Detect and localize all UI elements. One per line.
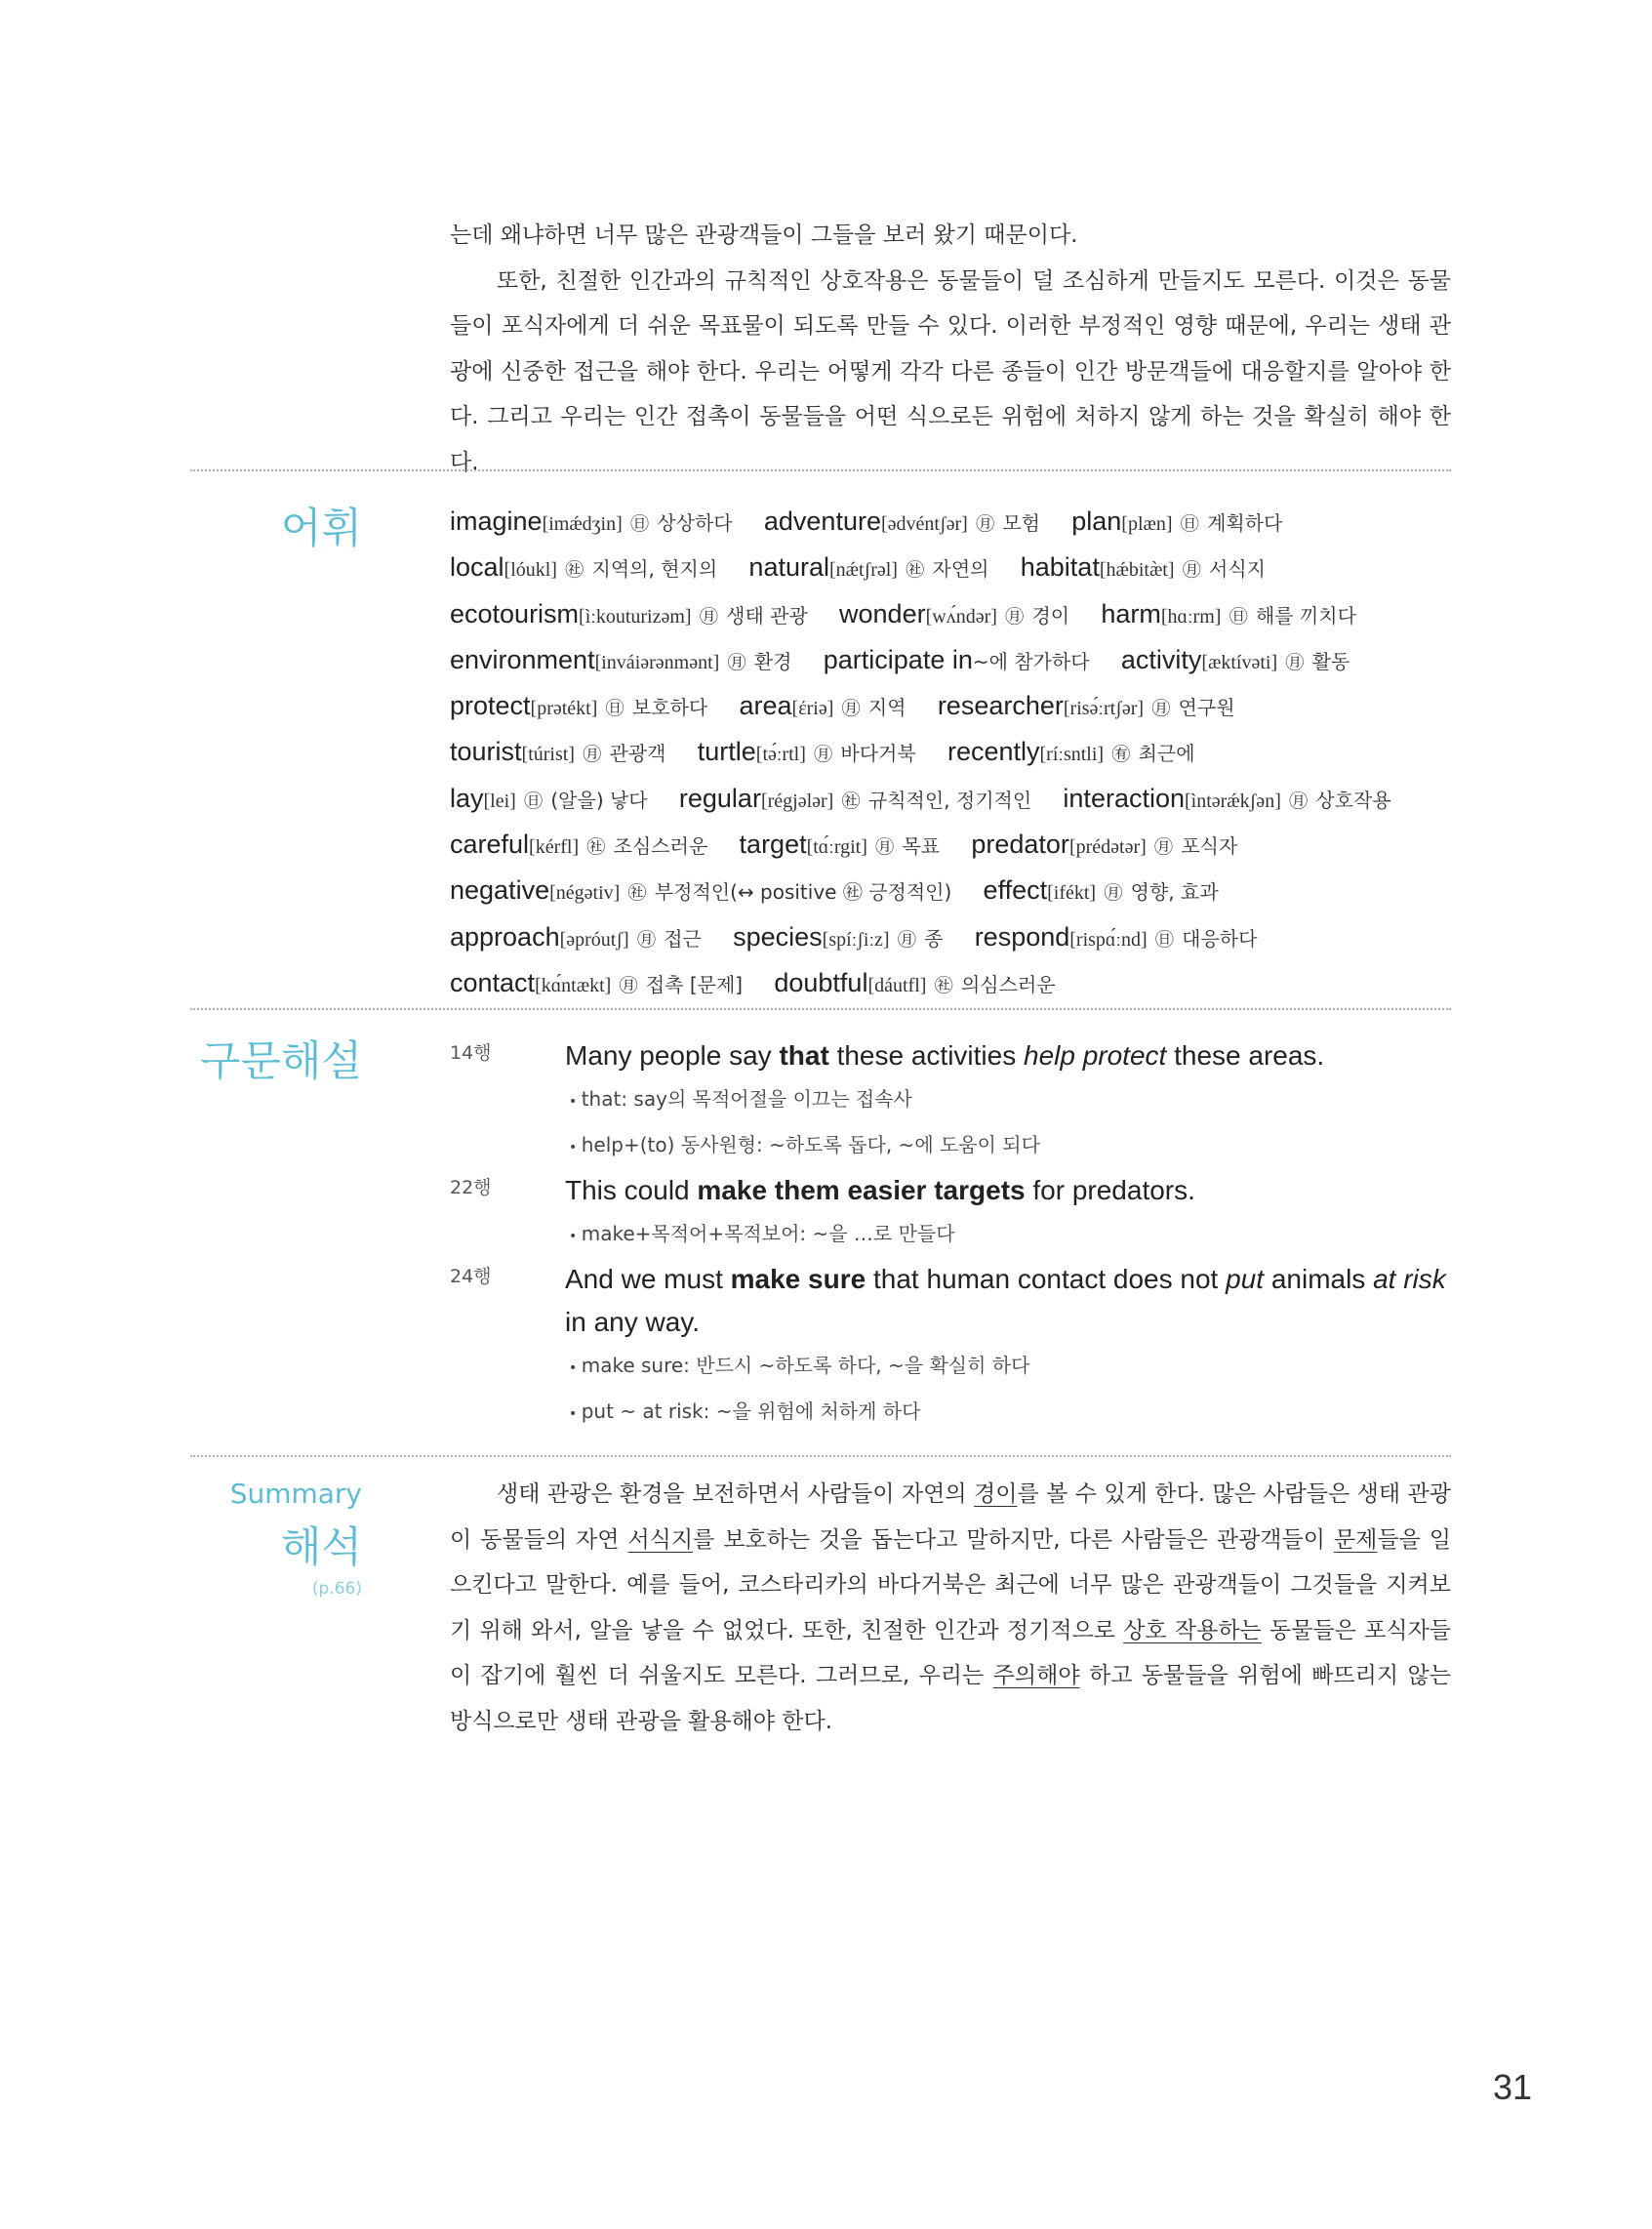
vocab-meaning: 모험 xyxy=(1002,511,1040,535)
vocab-part-of-speech: ㊓ xyxy=(565,559,584,582)
vocab-meaning: 생태 관광 xyxy=(726,603,808,628)
syntax-list xyxy=(450,1034,1455,1436)
vocab-meaning: 연구원 xyxy=(1178,696,1235,720)
summary-text xyxy=(450,1472,1451,1744)
vocab-word: wonder xyxy=(839,598,926,628)
vocab-entry xyxy=(740,692,907,721)
vocab-meaning: 해를 끼치다 xyxy=(1255,603,1356,628)
vocab-entry xyxy=(450,923,702,952)
vocab-part-of-speech: ㊊ xyxy=(1289,790,1309,812)
vocab-word: effect xyxy=(983,875,1048,906)
vocab-word: participate in xyxy=(823,644,973,674)
vocab-entry xyxy=(450,876,951,906)
vocab-part-of-speech: ㊊ xyxy=(1151,698,1171,720)
vocab-entry xyxy=(947,738,1195,767)
vocab-pronunciation: [plæn] xyxy=(1121,513,1173,535)
syntax-text: these areas. xyxy=(1166,1040,1325,1071)
vocab-word: recently xyxy=(947,737,1040,767)
vocab-pronunciation: [əpróutʃ] xyxy=(559,928,629,951)
vocab-pronunciation: [kérfl] xyxy=(529,836,580,859)
vocab-entry xyxy=(1071,507,1282,537)
vocab-part-of-speech: ㊊ xyxy=(841,698,861,720)
vocab-part-of-speech: ㊒ xyxy=(1111,744,1131,766)
vocab-pronunciation: [ìntərǽkʃən] xyxy=(1185,790,1281,812)
vocab-word: respond xyxy=(974,921,1070,952)
vocab-part-of-speech: ㊐ xyxy=(1154,928,1174,951)
vocab-word: contact xyxy=(450,967,536,997)
vocab-part-of-speech: ㊊ xyxy=(636,928,656,951)
vocab-pronunciation: [prətékt] xyxy=(530,698,598,720)
vocab-part-of-speech: ㊐ xyxy=(1180,513,1199,535)
vocab-part-of-speech: ㊐ xyxy=(1229,605,1248,628)
vocab-pronunciation: [nǽtʃrəl] xyxy=(828,559,898,582)
syntax-note: • make+목적어+목적보어: ~을 …로 만들다 xyxy=(569,1212,1455,1258)
vocab-pronunciation: [rispɑ́ːnd] xyxy=(1069,928,1148,951)
syntax-line-number: 24행 xyxy=(450,1266,492,1287)
vocab-pronunciation: [æktívəti] xyxy=(1201,651,1278,673)
vocab-pronunciation: [hǽbitæ̀t] xyxy=(1099,559,1175,582)
vocab-meaning: 의심스러운 xyxy=(960,972,1056,996)
vocab-part-of-speech: ㊓ xyxy=(906,559,925,582)
syntax-line-number: 14행 xyxy=(450,1042,492,1064)
vocab-word: predator xyxy=(971,830,1069,860)
vocab-word: negative xyxy=(450,875,550,906)
vocab-part-of-speech: ㊓ xyxy=(934,974,953,996)
syntax-text: Many people say xyxy=(565,1040,780,1071)
vocab-meaning: 지역의, 현지의 xyxy=(591,557,718,582)
syntax-item xyxy=(450,1169,1455,1258)
vocab-word: natural xyxy=(748,552,829,583)
vocab-part-of-speech: ㊊ xyxy=(875,836,895,859)
vocab-pronunciation: [ìːkouturizəm] xyxy=(579,605,692,628)
syntax-item xyxy=(450,1258,1455,1436)
summary-underlined-word: 문제 xyxy=(1333,1526,1378,1553)
vocab-part-of-speech: ㊊ xyxy=(1005,605,1025,628)
vocab-meaning: (알을) 낳다 xyxy=(550,788,648,812)
vocab-part-of-speech: ㊊ xyxy=(1104,882,1123,905)
vocab-part-of-speech: ㊊ xyxy=(619,974,638,996)
vocab-word: turtle xyxy=(697,737,756,767)
vocab-word: ecotourism xyxy=(450,598,580,628)
vocab-meaning: 접촉 [문제] xyxy=(645,972,744,996)
vocab-part-of-speech: ㊊ xyxy=(583,744,602,766)
vocab-entry xyxy=(839,600,1069,629)
vocab-meaning: 경이 xyxy=(1031,603,1070,628)
syntax-bold-phrase: make them easier targets xyxy=(697,1175,1026,1205)
syntax-line-number: 22행 xyxy=(450,1177,492,1198)
vocab-pronunciation: [régjələr] xyxy=(760,790,834,812)
vocab-meaning: 포식자 xyxy=(1181,834,1238,859)
vocab-word: plan xyxy=(1071,507,1122,536)
vocab-part-of-speech: ㊐ xyxy=(524,790,544,812)
vocab-pronunciation: [ifékt] xyxy=(1047,882,1097,905)
summary-title-ko: 해석 xyxy=(280,1523,362,1572)
vocab-entry xyxy=(938,692,1235,721)
vocab-meaning: 영향, 효과 xyxy=(1130,880,1219,905)
vocab-word: lay xyxy=(450,783,484,813)
vocab-entry xyxy=(450,507,733,537)
vocab-word: doubtful xyxy=(774,967,868,997)
vocab-pronunciation: [inváiərənmənt] xyxy=(594,651,720,673)
vocab-pronunciation: [ədvéntʃər] xyxy=(880,513,968,535)
vocab-pronunciation: [wʌ́ndər] xyxy=(925,605,997,628)
vocab-pronunciation: [túrist] xyxy=(521,744,575,766)
vocab-entry xyxy=(450,969,743,998)
vocab-pronunciation: [tɑ́ːrgit] xyxy=(806,836,867,859)
vocab-entry xyxy=(450,692,707,721)
vocab-pronunciation: [lei] xyxy=(483,790,516,812)
summary-underlined-word: 서식지 xyxy=(627,1526,694,1553)
vocab-meaning: 목표 xyxy=(902,834,941,859)
vocab-pronunciation: [hɑːrm] xyxy=(1160,605,1222,628)
vocab-word: activity xyxy=(1120,644,1202,674)
vocab-pronunciation: [lóukl] xyxy=(504,559,557,582)
vocab-meaning: 상상하다 xyxy=(657,511,733,535)
vocab-entry xyxy=(824,646,1090,675)
syntax-note: • that: say의 목적어절을 이끄는 접속사 xyxy=(569,1077,1455,1123)
vocab-entry xyxy=(748,553,988,583)
vocab-part-of-speech: ㊊ xyxy=(1154,836,1174,859)
vocab-pronunciation: [spíːʃiːz] xyxy=(822,928,890,951)
summary-text-part: 생태 관광은 환경을 보전하면서 사람들이 자연의 xyxy=(497,1481,975,1507)
syntax-note: • help+(to) 동사원형: ~하도록 돕다, ~에 도움이 되다 xyxy=(569,1123,1455,1169)
vocab-entry xyxy=(450,785,648,814)
vocab-part-of-speech: ㊊ xyxy=(814,744,833,766)
vocab-part-of-speech: ㊊ xyxy=(1182,559,1201,582)
vocab-word: tourist xyxy=(450,737,522,767)
vocab-part-of-speech: ㊊ xyxy=(897,928,916,951)
syntax-item xyxy=(450,1034,1455,1169)
vocab-entry xyxy=(679,785,1031,814)
vocab-pronunciation: [négətiv] xyxy=(549,882,621,905)
vocab-entry xyxy=(450,831,707,860)
vocab-word: area xyxy=(739,691,792,721)
vocab-pronunciation: [imǽdʒin] xyxy=(542,513,623,535)
vocab-entry xyxy=(450,738,665,767)
syntax-sentence xyxy=(565,1169,1455,1212)
vocab-part-of-speech: ㊊ xyxy=(1285,651,1305,673)
syntax-text: for predators. xyxy=(1025,1175,1195,1205)
vocab-word: habitat xyxy=(1020,552,1100,583)
vocab-entry xyxy=(971,831,1237,860)
summary-paragraph xyxy=(450,1472,1451,1744)
syntax-italic-phrase: help protect xyxy=(1024,1040,1167,1071)
summary-text-part: 동물들은 포식자들이 잡기에 훨씬 더 쉬울지도 모른다. 그러므로, 우리는 xyxy=(450,1617,1451,1688)
syntax-text: animals xyxy=(1264,1264,1374,1294)
vocab-part-of-speech: ㊐ xyxy=(605,698,625,720)
syntax-text: in any way. xyxy=(565,1307,700,1337)
syntax-sentence xyxy=(565,1258,1455,1344)
vocab-meaning: 조심스러운 xyxy=(613,834,708,859)
vocab-entry xyxy=(774,969,1055,998)
intro-text xyxy=(450,213,1451,485)
vocab-meaning: 관광객 xyxy=(609,742,666,766)
syntax-bold-phrase: that xyxy=(779,1040,829,1071)
vocab-meaning: 규칙적인, 정기적인 xyxy=(867,788,1032,812)
vocab-part-of-speech: ㊐ xyxy=(630,513,650,535)
syntax-bold-phrase: make sure xyxy=(730,1264,866,1294)
syntax-text: This could xyxy=(565,1175,698,1205)
vocab-pronunciation: [tə́ːrtl] xyxy=(755,744,806,766)
vocab-meaning: 활동 xyxy=(1311,649,1350,673)
vocab-pronunciation: [risə́ːrtʃər] xyxy=(1063,698,1145,720)
vocab-word: careful xyxy=(450,830,530,860)
vocab-word: species xyxy=(733,921,823,952)
vocab-part-of-speech: ㊓ xyxy=(586,836,606,859)
syntax-note: • put ~ at risk: ~을 위험에 처하게 하다 xyxy=(569,1390,1455,1436)
vocab-meaning: 대응하다 xyxy=(1182,926,1258,951)
vocab-entry xyxy=(450,646,792,675)
vocab-meaning: 서식지 xyxy=(1209,557,1267,582)
vocab-entry xyxy=(698,738,916,767)
syntax-italic-phrase: put xyxy=(1226,1264,1265,1294)
vocab-meaning: 접근 xyxy=(664,926,702,951)
vocab-list xyxy=(450,500,1435,1007)
vocab-word: protect xyxy=(450,691,531,721)
vocab-word: researcher xyxy=(937,691,1064,721)
vocab-part-of-speech: ㊊ xyxy=(699,605,718,628)
vocab-entry xyxy=(1101,600,1356,629)
vocab-word: regular xyxy=(678,783,761,813)
vocab-meaning: 자연의 xyxy=(932,557,989,582)
vocab-word: environment xyxy=(450,644,595,674)
intro-line: 는데 왜냐하면 너무 많은 관광객들이 그들을 보러 왔기 때문이다. xyxy=(450,223,1078,248)
vocab-word: local xyxy=(450,552,504,583)
vocab-section-title: 어휘 xyxy=(280,505,362,553)
vocab-pronunciation: [ríːsntli] xyxy=(1039,744,1105,766)
summary-text-part: 하고 동물들을 위험에 빠뜨리지 않는 방식으로만 생태 관광을 활용해야 한다. xyxy=(450,1663,1451,1734)
vocab-entry xyxy=(450,600,808,629)
summary-underlined-word: 상호 작용하는 xyxy=(1123,1617,1262,1643)
vocab-meaning: 계획하다 xyxy=(1207,511,1283,535)
vocab-entry xyxy=(733,923,943,952)
vocab-entry xyxy=(764,507,1040,537)
vocab-pronunciation: [έriə] xyxy=(791,698,834,720)
vocab-word: imagine xyxy=(450,507,543,536)
vocab-pronunciation: [dáutfl] xyxy=(867,974,927,996)
vocab-word: adventure xyxy=(763,507,881,536)
summary-text-part: 를 보호하는 것을 돕는다고 말하지만, 다른 사람들은 관광객들이 xyxy=(693,1526,1334,1553)
vocab-meaning: 보호하다 xyxy=(631,696,708,720)
vocab-entry xyxy=(1021,553,1266,583)
section-divider xyxy=(190,469,1451,471)
syntax-note: • make sure: 반드시 ~하도록 하다, ~을 확실히 하다 xyxy=(569,1344,1455,1390)
syntax-section-title: 구문해설 xyxy=(199,1037,362,1086)
vocab-word: harm xyxy=(1101,598,1161,628)
syntax-sentence xyxy=(565,1034,1455,1077)
vocab-pronunciation: [kɑ́ntækt] xyxy=(535,974,612,996)
summary-title-en: Summary xyxy=(229,1478,362,1510)
vocab-meaning: 지역 xyxy=(867,696,907,720)
vocab-entry xyxy=(984,876,1219,906)
vocab-entry xyxy=(740,831,941,860)
vocab-word: approach xyxy=(450,921,560,952)
vocab-meaning: ~에 참가하다 xyxy=(972,649,1090,673)
vocab-part-of-speech: ㊓ xyxy=(841,790,861,812)
vocab-meaning: 바다거북 xyxy=(840,742,916,766)
vocab-meaning: 상호작용 xyxy=(1315,788,1391,812)
vocab-entry xyxy=(450,553,717,583)
vocab-pronunciation: [prédətər] xyxy=(1068,836,1147,859)
summary-underlined-word: 경이 xyxy=(974,1481,1018,1507)
summary-text-part: 를 볼 수 있게 한다. 많은 사람들은 생태 관광이 동물들의 자연 xyxy=(450,1481,1451,1553)
section-divider xyxy=(190,1008,1451,1010)
vocab-word: interaction xyxy=(1063,783,1185,813)
vocab-meaning: 부정적인(↔ positive ㊓ 긍정적인) xyxy=(654,880,952,905)
summary-page-ref: (p.66) xyxy=(311,1579,362,1599)
summary-text-part: 들을 일으킨다고 말한다. 예를 들어, 코스타리카의 바다거북은 최근에 너무 많은 관광객들이 그것들을 지켜보기 위해 와서, 알을 낳을 수 없었다. 또한, 친절한 인간과 정기적으로 xyxy=(450,1526,1452,1643)
vocab-meaning: 최근에 xyxy=(1138,742,1195,766)
vocab-entry xyxy=(975,923,1258,952)
syntax-text: these activities xyxy=(828,1040,1024,1071)
section-divider xyxy=(190,1455,1451,1457)
vocab-word: target xyxy=(739,830,807,860)
summary-underlined-word: 주의해야 xyxy=(992,1663,1080,1688)
vocab-meaning: 환경 xyxy=(753,649,792,673)
vocab-meaning: 종 xyxy=(924,926,944,951)
vocab-part-of-speech: ㊊ xyxy=(976,513,995,535)
vocab-entry xyxy=(1121,646,1350,675)
syntax-italic-phrase: at risk xyxy=(1373,1264,1446,1294)
page-number: 31 xyxy=(1493,2067,1533,2107)
syntax-text: that human contact does not xyxy=(866,1264,1227,1294)
intro-paragraph: 또한, 친절한 인간과의 규칙적인 상호작용은 동물들이 덜 조심하게 만들지도 모른다. 이것은 동물들이 포식자에게 더 쉬운 목표물이 되도록 만들 수 있다. 이러한 부정적인 영향 때문에, 우리는 생태 관광에 신중한 접근을 해야 한다. 우리는 어떻게 각각 다른 종들이 인간 방문객들에 대응할지를 알아야 한다. 그리고 우리는 인간 접촉이 동물들을 어떤 식으로든 위험에 처하지 않게 하는 것을 확실히 해야 한다. xyxy=(450,267,1451,475)
vocab-part-of-speech: ㊊ xyxy=(727,651,746,673)
syntax-text: And we must xyxy=(565,1264,731,1294)
vocab-part-of-speech: ㊓ xyxy=(627,882,647,905)
vocab-entry xyxy=(1063,785,1390,814)
